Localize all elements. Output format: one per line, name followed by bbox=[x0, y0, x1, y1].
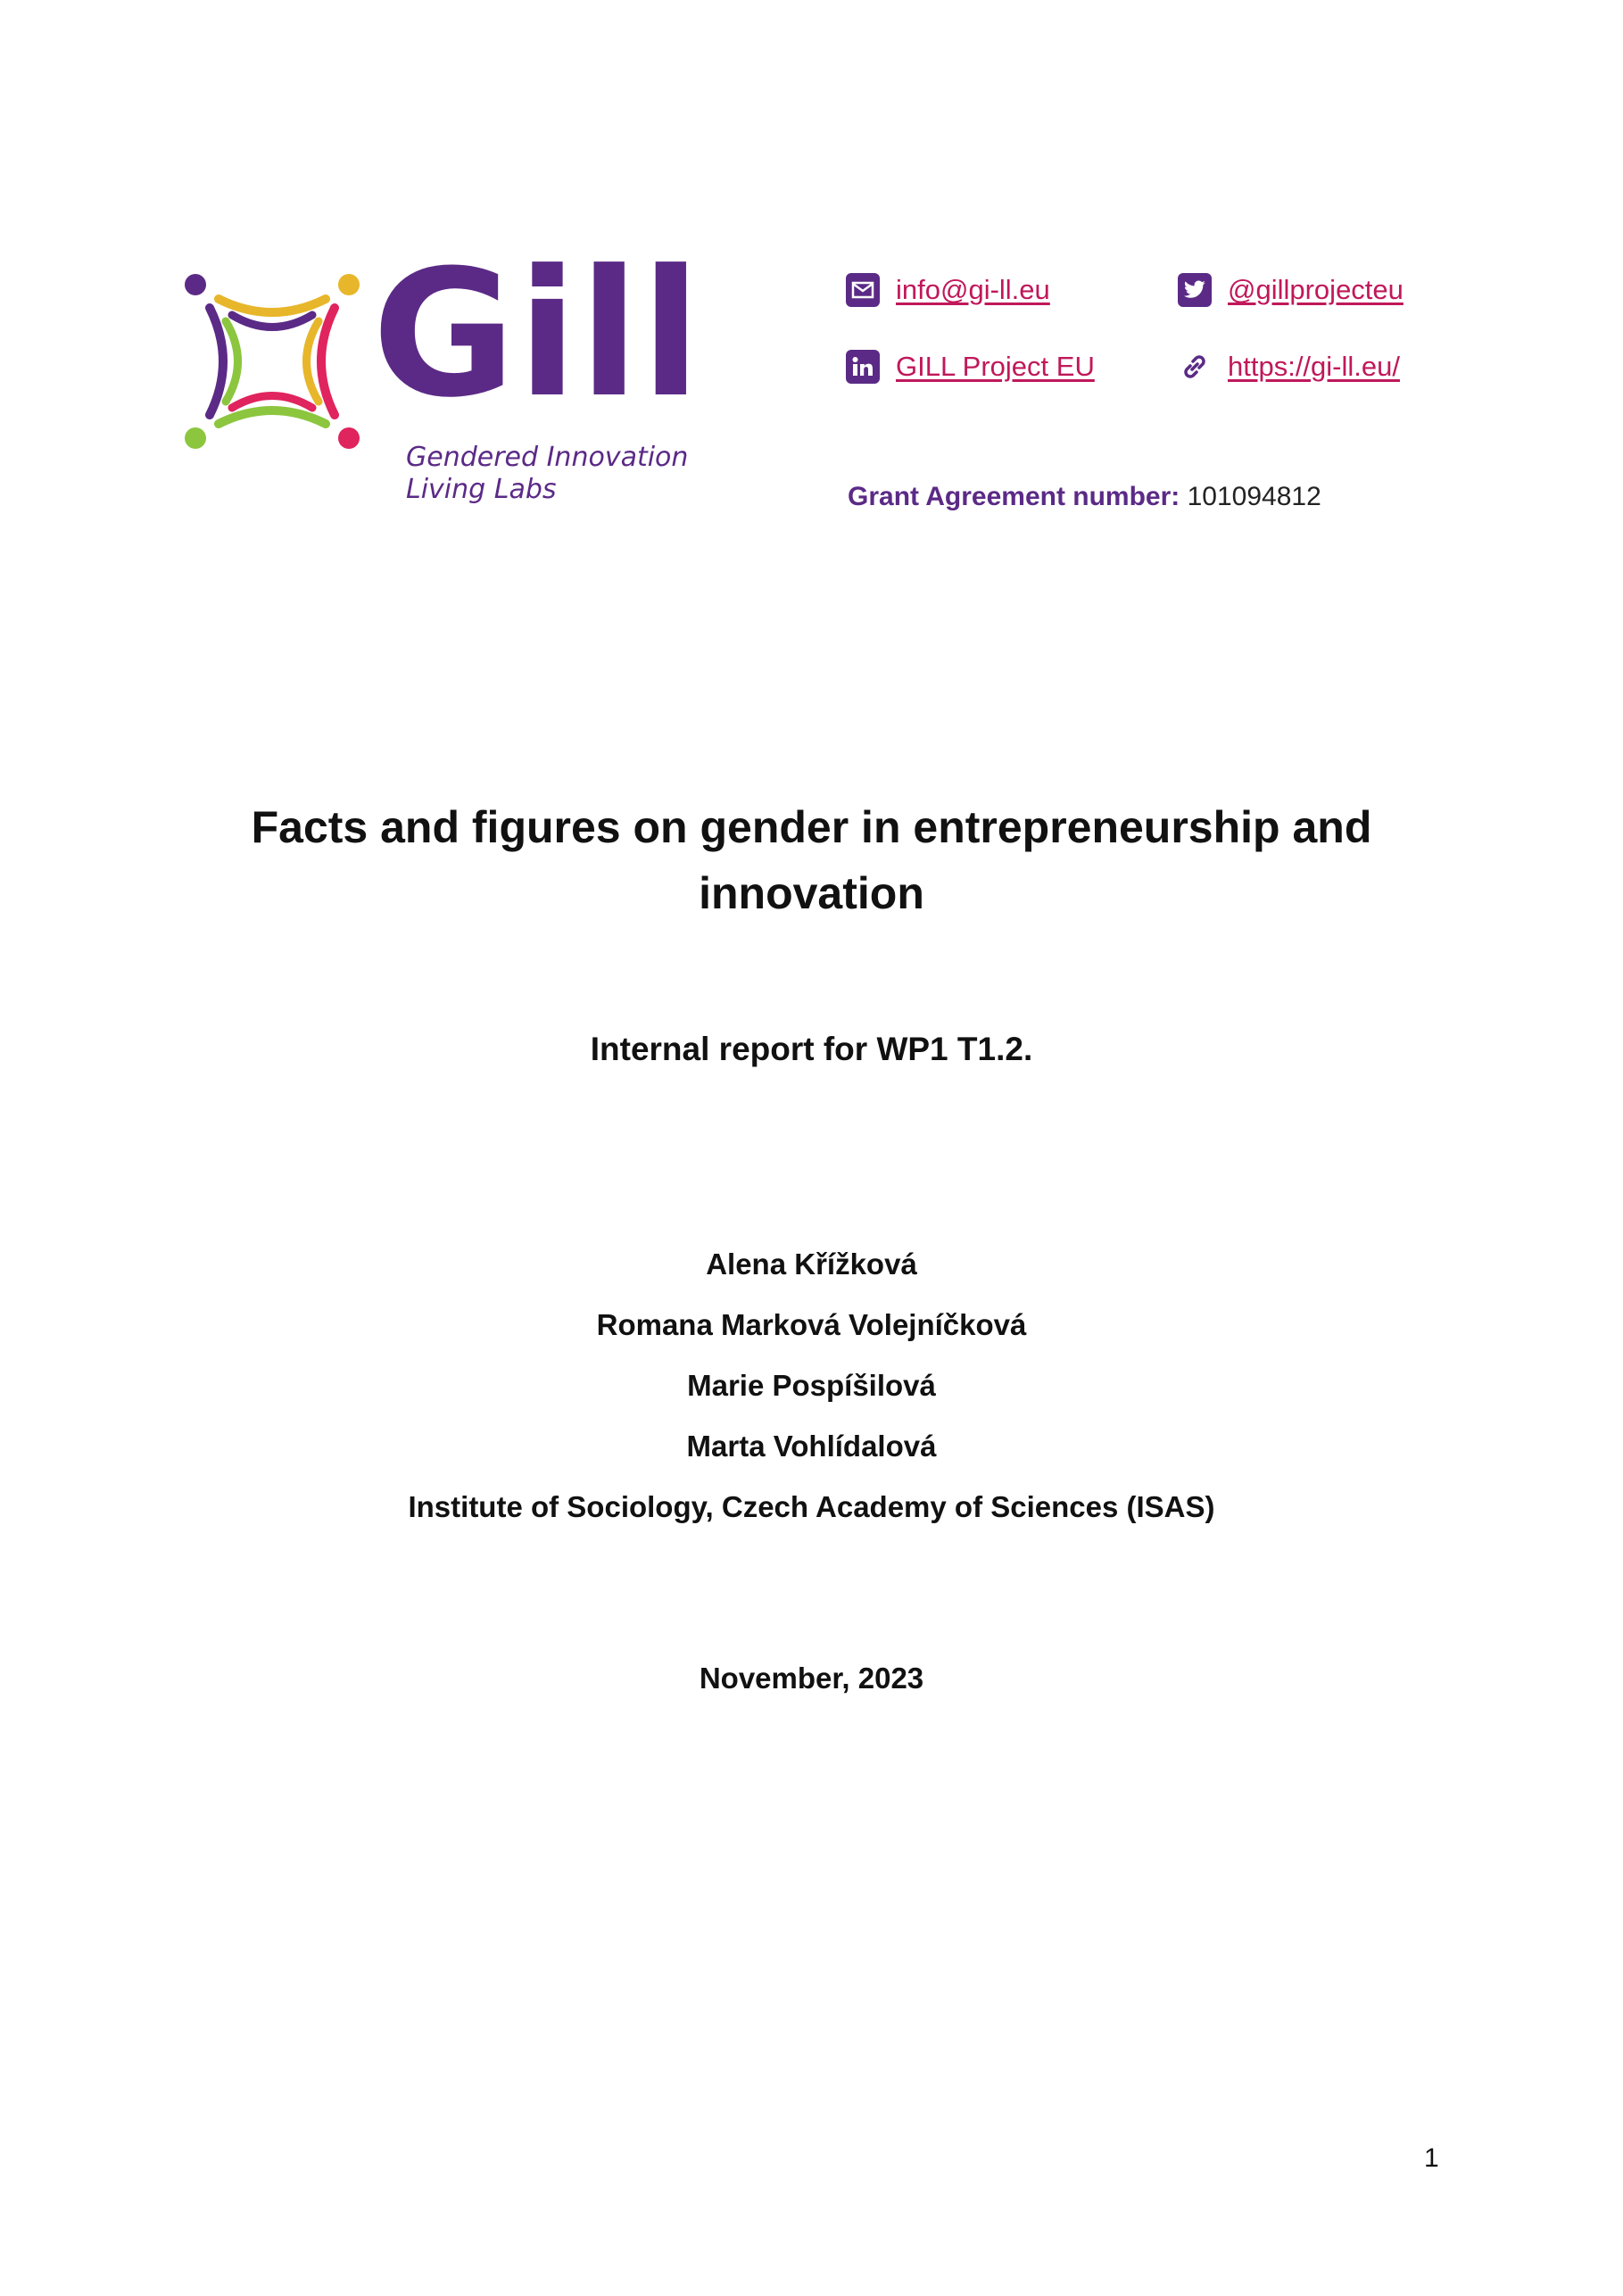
logo-tagline bbox=[406, 442, 688, 506]
twitter-icon bbox=[1178, 273, 1212, 307]
contact-website bbox=[1178, 350, 1400, 384]
contact-twitter bbox=[1178, 273, 1404, 307]
title-line-1: Facts and figures on gender in entrepreneurship and bbox=[251, 802, 1372, 852]
logo-wordmark: Gill bbox=[372, 233, 703, 436]
author-name: Alena Křížková bbox=[706, 1247, 917, 1281]
gill-logo-mark bbox=[183, 272, 361, 451]
author-name: Marie Pospíšilová bbox=[687, 1369, 936, 1402]
author-name: Marta Vohlídalová bbox=[686, 1430, 937, 1463]
author-name: Romana Marková Volejníčková bbox=[596, 1308, 1027, 1341]
document-subtitle: Internal report for WP1 T1.2. bbox=[590, 1031, 1033, 1067]
title-line-2: innovation bbox=[699, 868, 924, 918]
envelope-icon bbox=[846, 273, 880, 307]
linkedin-icon bbox=[846, 350, 880, 384]
grant-agreement bbox=[848, 482, 1321, 512]
grant-label: Grant Agreement number: bbox=[848, 482, 1180, 511]
link-icon bbox=[1178, 350, 1212, 384]
contact-linkedin bbox=[846, 350, 1095, 384]
grant-number: 101094812 bbox=[1187, 482, 1321, 511]
twitter-link[interactable]: @gillprojecteu bbox=[1228, 274, 1404, 305]
publication-date: November, 2023 bbox=[699, 1662, 924, 1695]
logo-tagline-line2: Living Labs bbox=[406, 474, 557, 505]
contact-email bbox=[846, 273, 1050, 307]
logo-tagline-line1: Gendered Innovation bbox=[406, 442, 689, 473]
page-number: 1 bbox=[1424, 2143, 1439, 2173]
email-link[interactable]: info@gi-ll.eu bbox=[896, 274, 1050, 305]
author-list bbox=[0, 1234, 1623, 1538]
website-link[interactable]: https://gi-ll.eu/ bbox=[1228, 351, 1400, 382]
linkedin-link[interactable]: GILL Project EU bbox=[896, 351, 1095, 382]
author-affiliation: Institute of Sociology, Czech Academy of Sciences (ISAS) bbox=[408, 1490, 1215, 1523]
gill-logo bbox=[183, 233, 718, 513]
document-title bbox=[0, 794, 1623, 926]
